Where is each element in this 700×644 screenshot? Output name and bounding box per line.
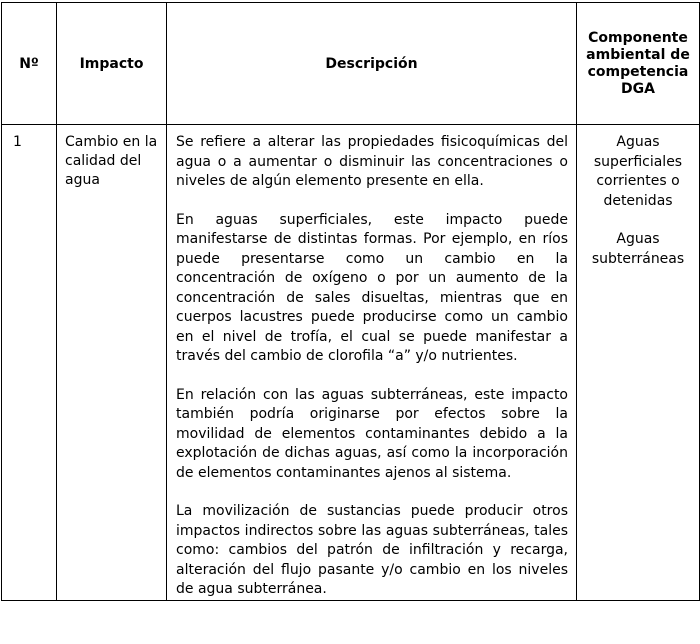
description-paragraph: En relación con las aguas subterráneas, este impacto también podría originarse por efectos sobre la movilidad de elementos contaminantes debido a la explotación de dichas aguas, así como la incorporación de elementos contaminantes ajenos al sistema. bbox=[176, 386, 568, 481]
header-description: Descripción bbox=[167, 3, 577, 125]
description-paragraph: La movilización de sustancias puede producir otros impactos indirectos sobre las aguas subterráneas, tales como: cambios del patrón de infiltración y recarga, alteración del flujo pasante y/o cambio en los niveles de agua subterránea. bbox=[176, 503, 568, 597]
table-row bbox=[2, 125, 700, 601]
header-component: Componente ambiental de competencia DGA bbox=[577, 3, 700, 125]
header-num: Nº bbox=[2, 3, 57, 125]
component-item: Aguas superficiales corrientes o detenidas bbox=[593, 134, 683, 209]
impact-table bbox=[1, 2, 700, 601]
row-components bbox=[577, 125, 700, 601]
description-paragraph: Se refiere a alterar las propiedades fisicoquímicas del agua o a aumentar o disminuir las concentraciones o niveles de algún elemento presente en ella. bbox=[176, 134, 568, 189]
component-item: Aguas subterráneas bbox=[591, 231, 685, 267]
description-paragraph: En aguas superficiales, este impacto puede manifestarse de distintas formas. Por ejemplo, en ríos puede presentarse como un cambio en la concentración de oxígeno o por un aumento de la concentración de sales disueltas, mientras que en cuerpos lacustres puede producirse como un cambio en el nivel de trofía, el cual se puede manifestar a través del cambio de clorofila “a” y/o nutrientes. bbox=[176, 211, 568, 364]
header-impact: Impacto bbox=[57, 3, 167, 125]
row-impact: Cambio en la calidad del agua bbox=[57, 125, 167, 601]
row-description bbox=[167, 125, 577, 601]
table-header-row bbox=[2, 3, 700, 125]
row-num: 1 bbox=[2, 125, 57, 601]
